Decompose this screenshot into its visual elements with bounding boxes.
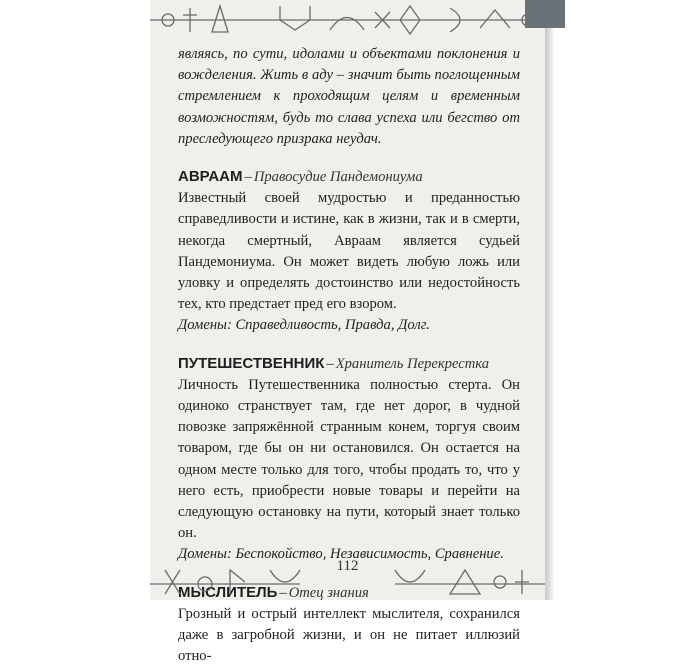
intro-paragraph: являясь, по сути, идолами и объектами поклонения и вожделения. Жить в аду – значит быть поглощенным стремлением к проходящим целям и временным возможностям, будь то слава успеха или бегство от преследующего призрака неудач. (178, 46, 520, 147)
entry-heading (178, 166, 520, 188)
entry-abraham (178, 166, 520, 337)
page-edge-shadow (545, 0, 555, 600)
book-page (150, 0, 545, 665)
entry-body: Личность Путешественника полностью стерта. Он одиноко странствует там, где нет дорог, в чудной повозке запряжённой странным конем, торгуя своим товаром, где бы он ни остановился. Он остается на одном месте только для того, чтобы продать то, что у него есть, приобрести новые товары и перейти на следующую остановку на пути, который знает только он. (178, 376, 520, 542)
entry-body: Грозный и острый интеллект мыслителя, сохранился даже в загробной жизни, и он не питает иллюзий отно- (178, 605, 520, 665)
entry-heading (178, 353, 520, 375)
entry-domains: Домены: Беспокойство, Независимость, Сравнение. (178, 546, 504, 563)
entry-body: Известный своей мудростью и преданностью справедливости и истине, как в жизни, так и в смерти, некогда смертный, Авраам является судьей Пандемониума. Он может видеть любую ложь или уловку и определять достоинство или недостойность тех, кто предстает пред его взором. (178, 190, 520, 313)
entry-name: ПУТЕШЕСТВЕННИК (178, 354, 325, 372)
top-ornament (150, 0, 545, 40)
entry-epithet: Правосудие Пандемониума (253, 169, 423, 186)
entry-dash: – (326, 355, 334, 372)
entry-traveler (178, 353, 520, 566)
entry-domains: Домены: Справедливость, Правда, Долг. (178, 317, 430, 334)
entry-dash: – (279, 584, 287, 601)
adjacent-page-corner (525, 0, 565, 28)
entry-epithet: Хранитель Перекрестка (335, 355, 490, 372)
entry-dash: – (244, 169, 252, 186)
entry-epithet: Отец знания (288, 584, 369, 601)
page-number: 112 (336, 558, 359, 574)
entry-name: АВРААМ (178, 168, 243, 186)
entry-name: МЫСЛИТЕЛЬ (178, 583, 278, 601)
